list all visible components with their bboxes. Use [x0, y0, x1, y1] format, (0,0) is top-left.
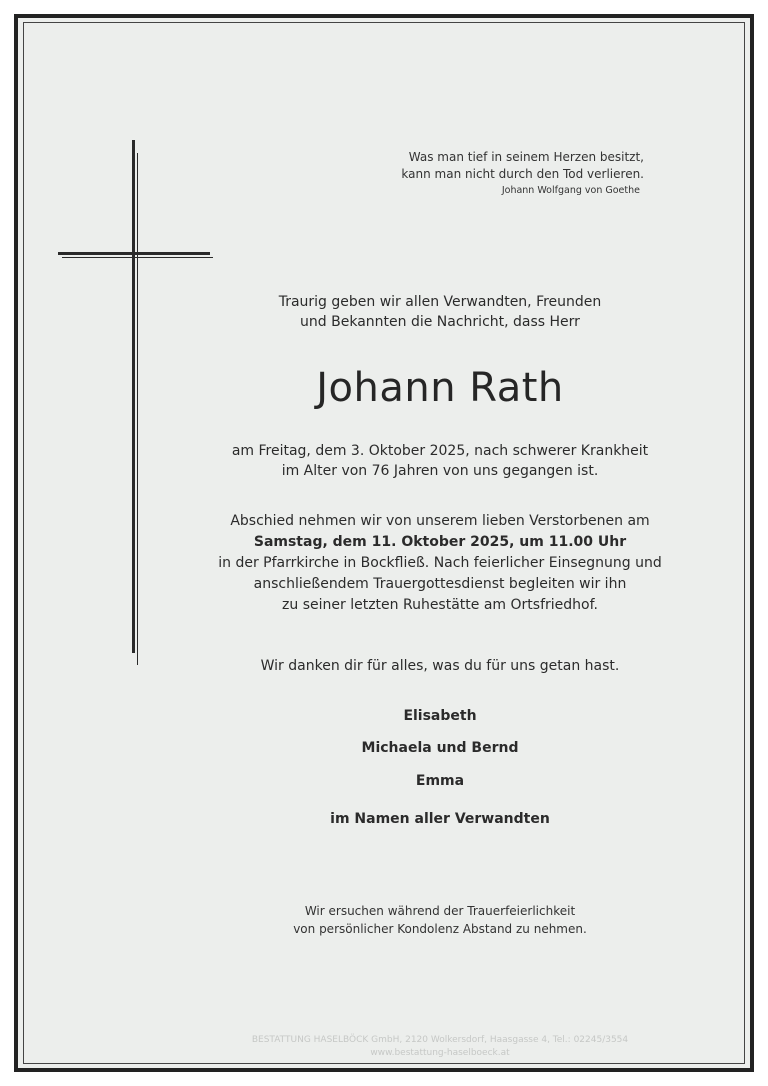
death-line-2: im Alter von 76 Jahren von uns gegangen ist. [281, 463, 599, 479]
farewell-line-4: anschließendem Trauergottesdienst begleiten wir ihn [253, 576, 627, 592]
funeral-date: Samstag, dem 11. Oktober 2025, um 11.00 Uhr [253, 534, 627, 550]
mourner-name: Emma [415, 773, 465, 789]
deceased-name: Johann Rath [316, 365, 564, 411]
quote-author: Johann Wolfgang von Goethe [501, 185, 640, 196]
cross-vertical-line [137, 153, 138, 665]
cross-vertical-bar [132, 140, 135, 653]
footer-website: www.bestattung-haselboeck.at [370, 1048, 510, 1058]
farewell-line-5: zu seiner letzten Ruhestätte am Ortsfriedhof. [282, 597, 598, 613]
goethe-quote [324, 149, 644, 198]
death-line-1: am Freitag, dem 3. Oktober 2025, nach schwerer Krankheit [231, 443, 649, 459]
funeral-home-footer [205, 1034, 675, 1060]
request-line-1: Wir ersuchen während der Trauerfeierlichkeit [304, 904, 576, 918]
farewell-line-3: in der Pfarrkirche in Bockfließ. Nach feierlicher Einsegnung und [218, 555, 662, 571]
request-line-2: von persönlicher Kondolenz Abstand zu nehmen. [293, 922, 587, 936]
funeral-details [205, 511, 675, 616]
cross-horizontal-line [62, 257, 213, 258]
quote-line-1: Was man tief in seinem Herzen besitzt, [408, 150, 644, 164]
condolence-request [205, 902, 675, 938]
intro-line-2: und Bekannten die Nachricht, dass Herr [300, 314, 580, 330]
announcement-intro [205, 292, 675, 332]
mourner-name: Elisabeth [403, 708, 477, 724]
cross-horizontal-bar [58, 252, 210, 255]
mourner-signature: im Namen aller Verwandten [330, 811, 550, 827]
thanks-line: Wir danken dir für alles, was du für uns getan hast. [260, 658, 620, 674]
mourner-name: Michaela und Bernd [361, 740, 519, 756]
quote-line-2: kann man nicht durch den Tod verlieren. [401, 167, 644, 181]
intro-line-1: Traurig geben wir allen Verwandten, Freunden [278, 294, 602, 310]
farewell-line-1: Abschied nehmen wir von unserem lieben Verstorbenen am [230, 513, 650, 529]
death-notice [205, 441, 675, 481]
footer-address: BESTATTUNG HASELBÖCK GmbH, 2120 Wolkersdorf, Haasgasse 4, Tel.: 02245/3554 [251, 1035, 629, 1045]
